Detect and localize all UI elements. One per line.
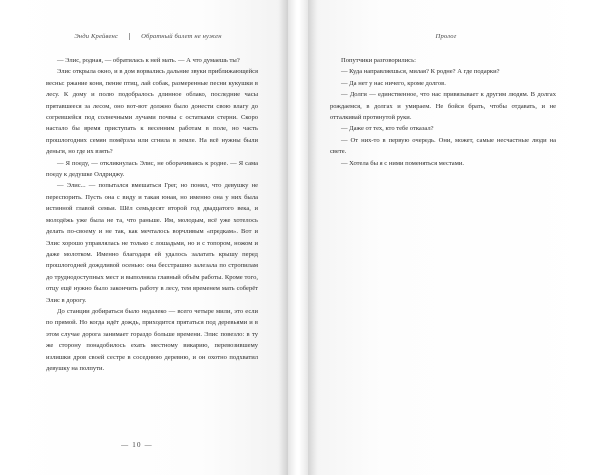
running-head-author: Энди Крейвенс [74,33,119,40]
running-head-title: Пролог [435,33,457,40]
right-page-gutter-shadow [308,0,318,475]
paragraph: Элис открыла окно, и в дом ворвались дальние звуки приближающейся весны: ржание коня, пение птиц, лай собак, размеренные песни кукушки в лесу. К дому и полю подобралось длинное облако, последние часы прятавшееся за лесом, оно вот-вот должно было донести свою влагу до согревшейся под солнечными лучами почвы с остатками стерни. Скоро настало бы время приступать к весенним работам в поле, но часть прошлогодних семян помёрзла или сгнила в земле. На всё нужны были деньги, но где их взять? [46,68,258,156]
left-page [0,0,288,475]
right-page-body [330,55,556,169]
left-page-head-gap [46,43,258,55]
right-page [308,0,600,475]
left-page-body [46,55,258,374]
spread-gutter [288,0,308,475]
paragraph: — Куда направляешься, милая? К родне? А где подарки? [341,68,500,76]
paragraph: — Да нет у нас ничего, кроме долгов. [341,79,446,87]
left-page-folio: — 10 — [121,441,153,449]
running-head-title: Обратный билет не нужен [141,33,222,40]
paragraph: Попутчики разговорились: [341,57,416,64]
right-page-head-gap [330,43,556,55]
paragraph: — Даже от тех, кто тебе отказал? [341,125,434,133]
paragraph: — Элис, родная, — обратилась к ней мать. — А что думаешь ты? [57,57,240,64]
paragraph: — Я поеду, — откликнулась Элис, не оборачиваясь к родне. — Я сама поеду к дедушке Олдриджу. [46,159,258,179]
paragraph: — Хотела бы я с ними поменяться местами. [341,159,464,167]
left-page-running-head [46,30,258,43]
left-page-gutter-shadow [278,0,288,475]
paragraph: До станции добираться было недалеко — всего четыре мили, это если по прямой. Но когда идёт дождь, приходится прятаться под деревьями и в этом случае дорога занимает гораздо больше времени. Элис повезло: в ту же сторону понадобилось ехать местному викарию, перевозившему излишки дров своей сестре в соседнюю деревню, и он охотно подхватил девушку на полпути. [46,307,258,372]
running-head-divider [129,33,130,40]
right-page-running-head [330,30,556,43]
paragraph: — Элис... — попытался вмешаться Грег, но понял, что девушку не переспорить. Пусть она с виду и такая юная, но именно она у них была истинной главой семьи. Шёл семьдесят второй год двадцатого века, и молодёжь уже была не та, что раньше. Им, молодым, всё уже хотелось делать по-своему и не так, как мечталось ворчливым «предкам». Вот и Элис хорошо управлялась не только с лошадьми, но и с топором, ножом и даже молотком. Именно благодаря ей удалось залатать крышу перед прошлогодней дождливой осенью: она бесстрашно залезала по стропилам до труднодоступных мест и выполняла главный объём работы. Кроме того, отцу ещё нужно было закончить работу в лесу, тем временем мать соберёт Элис в дорогу. [46,182,258,304]
paragraph: — От них-то в первую очередь. Они, может, самые несчастные люди на свете. [330,136,556,156]
paragraph: — Долги — единственное, что нас привязывает к другим людям. В долгах рождаемся, в долгах и умираем. Не бойся брать, чтобы отдавать, и не отталкивай протянутой руки. [330,91,556,122]
